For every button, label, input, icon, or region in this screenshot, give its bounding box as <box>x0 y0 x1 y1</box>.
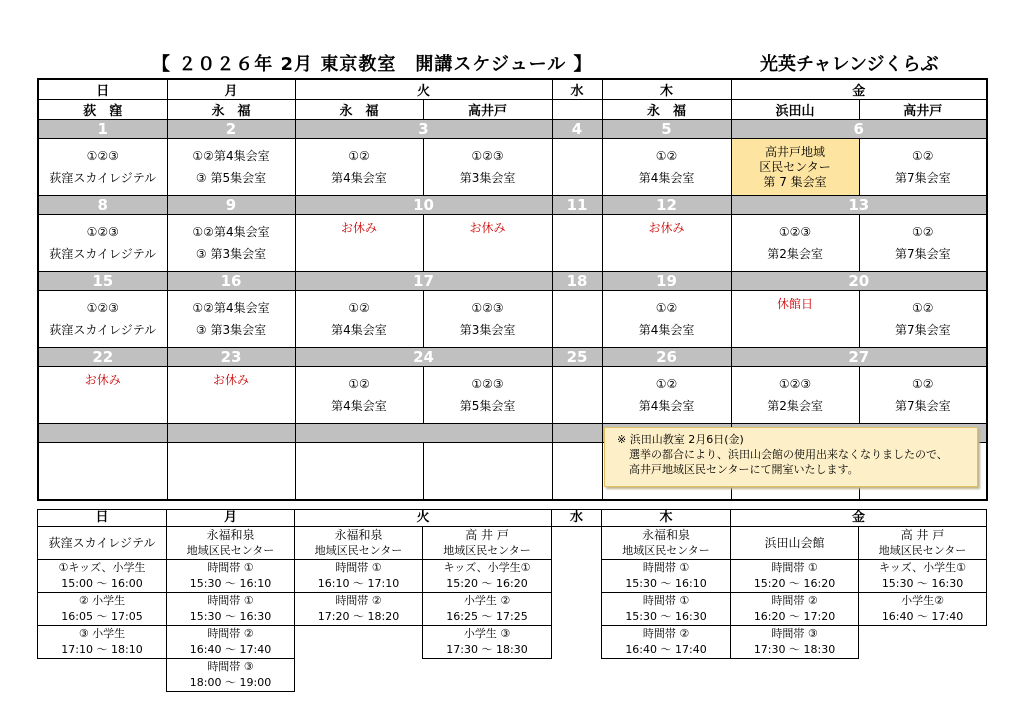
class-cell <box>552 215 602 272</box>
class-cell <box>423 215 552 272</box>
venue-header: 荻 窪 <box>38 100 167 120</box>
date-cell: 15 <box>38 272 167 291</box>
room-label: 荻窪スカイレジテル <box>49 323 157 337</box>
date-cell: 20 <box>731 272 987 291</box>
class-slots: ①② <box>348 377 370 391</box>
empty-cell <box>552 609 602 626</box>
slot-label: 時間帯 ② <box>731 593 859 610</box>
empty-cell <box>731 659 859 676</box>
slot-label: 時間帯 ① <box>602 593 731 610</box>
room-label: 第4集会室 <box>638 399 695 413</box>
class-cell <box>167 367 295 424</box>
class-slots: ①②第4集会室 <box>192 149 270 163</box>
class-cell <box>295 443 423 501</box>
day-header: 月 <box>167 79 295 100</box>
slot-time: 16:20 ～ 17:20 <box>731 609 859 626</box>
room-label: 第7集会室 <box>894 171 951 185</box>
slot-label: 時間帯 ① <box>295 560 423 577</box>
date-cell: 13 <box>731 196 987 215</box>
room-label: 第4集会室 <box>638 323 695 337</box>
slot-label: 時間帯 ① <box>602 560 731 577</box>
class-cell <box>38 367 167 424</box>
organization-name: 光英チャレンジくらぶ <box>760 54 939 75</box>
venue-name: 永福和泉 <box>602 527 731 544</box>
venue-header <box>552 100 602 120</box>
class-slots: ①② <box>348 149 370 163</box>
empty-cell <box>552 527 602 560</box>
empty-cell <box>731 675 859 692</box>
class-cell <box>295 367 423 424</box>
slot-time: 18:00 ～ 19:00 <box>167 675 295 692</box>
slot-time: 17:20 ～ 18:20 <box>295 609 423 626</box>
class-cell <box>859 367 987 424</box>
date-cell: 11 <box>552 196 602 215</box>
empty-cell <box>859 675 987 692</box>
class-cell <box>552 291 602 348</box>
venue-header: 高井戸 <box>423 100 552 120</box>
slot-time: 15:00 ～ 16:00 <box>38 576 167 593</box>
class-cell <box>423 443 552 501</box>
class-slots: ①②③ <box>86 301 119 315</box>
date-cell: 23 <box>167 348 295 367</box>
venue-sub: 地域区民センター <box>423 543 552 560</box>
date-cell: 24 <box>295 348 552 367</box>
date-cell <box>552 424 602 443</box>
class-cell <box>167 139 295 196</box>
venue-name: 浜田山会館 <box>731 527 859 560</box>
venue-sub: 地域区民センター <box>295 543 423 560</box>
venue-sub: 地域区民センター <box>859 543 987 560</box>
slot-time: 15:30 ～ 16:30 <box>859 576 987 593</box>
class-cell <box>423 139 552 196</box>
room-label: 荻窪スカイレジテル <box>49 171 157 185</box>
day-header: 金 <box>731 79 987 100</box>
date-cell: 4 <box>552 120 602 139</box>
slot-label: 小学生② <box>859 593 987 610</box>
class-cell <box>552 367 602 424</box>
date-cell: 27 <box>731 348 987 367</box>
empty-cell <box>552 626 602 643</box>
room-label: 第2集会室 <box>767 399 823 413</box>
room-label: ③ 第3集会室 <box>195 247 267 261</box>
venue-name: 高 井 戸 <box>423 527 552 544</box>
empty-cell <box>859 642 987 659</box>
date-cell: 19 <box>602 272 731 291</box>
empty-cell <box>295 675 423 692</box>
date-cell: 5 <box>602 120 731 139</box>
slot-label: キッズ、小学生① <box>859 560 987 577</box>
class-slots: ①② <box>912 377 934 391</box>
slot-time: 17:30 ～ 18:30 <box>731 642 859 659</box>
slot-time: 16:40 ～ 17:40 <box>859 609 987 626</box>
class-slots: ①② <box>348 301 370 315</box>
slot-label: 小学生 ③ <box>423 626 552 643</box>
venue-sub: 地域区民センター <box>167 543 295 560</box>
empty-cell <box>295 659 423 676</box>
slot-label: 時間帯 ③ <box>167 659 295 676</box>
class-slots: ①② <box>655 377 678 391</box>
closed-label: お休み <box>340 221 377 235</box>
room-label: 第7集会室 <box>894 323 951 337</box>
date-cell: 16 <box>167 272 295 291</box>
slot-time: 17:10 ～ 18:10 <box>38 642 167 659</box>
empty-cell <box>423 675 552 692</box>
date-cell: 25 <box>552 348 602 367</box>
date-cell: 9 <box>167 196 295 215</box>
class-cell <box>295 291 423 348</box>
class-cell <box>295 139 423 196</box>
class-slots: ①② <box>655 301 678 315</box>
slot-time: 16:05 ～ 17:05 <box>38 609 167 626</box>
class-cell <box>423 291 552 348</box>
date-cell: 2 <box>167 120 295 139</box>
slot-time: 16:10 ～ 17:10 <box>295 576 423 593</box>
slot-time: 15:20 ～ 16:20 <box>423 576 552 593</box>
slot-label: 時間帯 ② <box>167 626 295 643</box>
venue-header: 高井戸 <box>859 100 987 120</box>
slot-time: 16:25 ～ 17:25 <box>423 609 552 626</box>
closed-label: 休館日 <box>777 297 814 311</box>
class-cell <box>859 291 987 348</box>
class-cell <box>295 215 423 272</box>
class-cell <box>167 443 295 501</box>
room-label: 第5集会室 <box>459 399 516 413</box>
class-slots: ①②③ <box>778 377 812 391</box>
empty-cell <box>859 659 987 676</box>
notice-box <box>604 427 978 487</box>
class-cell <box>423 367 552 424</box>
slot-label: 時間帯 ② <box>295 593 423 610</box>
date-cell: 8 <box>38 196 167 215</box>
class-cell <box>552 443 602 501</box>
day-header: 火 <box>295 510 552 527</box>
slot-time: 17:30 ～ 18:30 <box>423 642 552 659</box>
day-header: 水 <box>552 510 602 527</box>
venue-name: 荻窪スカイレジテル <box>38 527 167 560</box>
day-header: 月 <box>167 510 295 527</box>
venue-name: 永福和泉 <box>295 527 423 544</box>
venue-header: 永 福 <box>295 100 423 120</box>
room-label: ③ 第5集会室 <box>195 171 267 185</box>
class-cell <box>602 139 731 196</box>
room-label: ③ 第3集会室 <box>195 323 267 337</box>
date-cell: 17 <box>295 272 552 291</box>
empty-cell <box>602 659 731 676</box>
room-label: 第3集会室 <box>459 171 516 185</box>
empty-cell <box>552 576 602 593</box>
date-cell <box>38 424 167 443</box>
class-slots: ①② <box>912 149 934 163</box>
date-cell: 12 <box>602 196 731 215</box>
class-slots: ①②③ <box>471 377 504 391</box>
class-slots: ①② <box>912 225 934 239</box>
class-slots: ①②第4集会室 <box>192 301 270 315</box>
date-cell <box>295 424 552 443</box>
day-header: 日 <box>38 510 167 527</box>
notice-line: 高井戸地域区民センターにて開室いたします。 <box>629 463 859 476</box>
slot-time: 15:30 ～ 16:30 <box>602 609 731 626</box>
empty-cell <box>552 642 602 659</box>
room-label: 第7集会室 <box>894 247 951 261</box>
slot-time: 15:30 ～ 16:30 <box>167 609 295 626</box>
slot-label: 時間帯 ② <box>602 626 731 643</box>
class-cell <box>602 291 731 348</box>
class-cell <box>731 139 859 196</box>
room-label: 荻窪スカイレジテル <box>49 247 157 261</box>
day-header: 日 <box>38 79 167 100</box>
day-header: 木 <box>602 79 731 100</box>
slot-time: 16:40 ～ 17:40 <box>602 642 731 659</box>
class-cell <box>731 367 859 424</box>
class-cell <box>602 367 731 424</box>
date-cell: 3 <box>295 120 552 139</box>
slot-time: 15:30 ～ 16:10 <box>167 576 295 593</box>
class-slots: ①②③ <box>778 225 812 239</box>
day-header: 金 <box>731 510 987 527</box>
room-label: 第3集会室 <box>459 323 516 337</box>
class-cell <box>38 443 167 501</box>
day-header: 木 <box>602 510 731 527</box>
date-cell: 26 <box>602 348 731 367</box>
date-cell: 18 <box>552 272 602 291</box>
class-cell <box>167 215 295 272</box>
empty-cell <box>295 626 423 643</box>
slot-label: ② 小学生 <box>38 593 167 610</box>
closed-label: お休み <box>469 221 506 235</box>
empty-cell <box>552 659 602 676</box>
empty-cell <box>552 593 602 610</box>
empty-cell <box>552 675 602 692</box>
date-cell: 6 <box>731 120 987 139</box>
slot-time: 16:40 ～ 17:40 <box>167 642 295 659</box>
venue-sub: 地域区民センター <box>602 543 731 560</box>
venue-header: 永 福 <box>602 100 731 120</box>
day-header: 水 <box>552 79 602 100</box>
slot-label: 小学生 ② <box>423 593 552 610</box>
notice-line: 選挙の都合により、浜田山会館の使用出来なくなりましたので、 <box>629 448 948 461</box>
empty-cell <box>423 659 552 676</box>
class-slots: ①②③ <box>471 149 504 163</box>
page-title: 【 ２０２６年 2月 東京教室 開講スケジュール 】 <box>152 54 593 75</box>
slot-time: 15:30 ～ 16:10 <box>602 576 731 593</box>
venue-name: 永福和泉 <box>167 527 295 544</box>
empty-cell <box>552 560 602 577</box>
room-label: 第4集会室 <box>638 171 695 185</box>
slot-label: 時間帯 ③ <box>731 626 859 643</box>
class-cell <box>38 139 167 196</box>
date-cell: 1 <box>38 120 167 139</box>
class-cell <box>167 291 295 348</box>
venue-name: 高 井 戸 <box>859 527 987 544</box>
class-slots: ①②③ <box>86 149 119 163</box>
slot-label: 時間帯 ① <box>167 560 295 577</box>
room-label: 第7集会室 <box>894 399 951 413</box>
closed-label: お休み <box>648 221 685 235</box>
class-cell <box>552 139 602 196</box>
class-cell <box>38 291 167 348</box>
room-label: 区民センター <box>759 159 831 174</box>
date-cell <box>167 424 295 443</box>
empty-cell <box>295 642 423 659</box>
slot-time: 15:20 ～ 16:20 <box>731 576 859 593</box>
empty-cell <box>38 675 167 692</box>
class-cell <box>859 139 987 196</box>
class-slots: ①②第4集会室 <box>192 225 270 239</box>
empty-cell <box>38 659 167 676</box>
class-slots: ①②③ <box>86 225 119 239</box>
slot-label: 時間帯 ① <box>167 593 295 610</box>
class-cell <box>602 215 731 272</box>
empty-cell <box>602 675 731 692</box>
class-cell <box>731 215 859 272</box>
closed-label: お休み <box>84 373 121 387</box>
class-cell <box>731 291 859 348</box>
notice-line: ※ 浜田山教室 2月6日(金) <box>617 433 744 446</box>
slot-label: キッズ、小学生① <box>423 560 552 577</box>
room-label: 第2集会室 <box>767 247 823 261</box>
room-label: 第4集会室 <box>331 399 387 413</box>
class-slots: ①② <box>655 149 678 163</box>
date-cell: 10 <box>295 196 552 215</box>
class-cell <box>859 215 987 272</box>
day-header: 火 <box>295 79 552 100</box>
slot-label: ③ 小学生 <box>38 626 167 643</box>
class-slots: ①② <box>912 301 934 315</box>
closed-label: お休み <box>212 373 249 387</box>
class-cell <box>38 215 167 272</box>
slot-label: ①キッズ、小学生 <box>38 560 167 577</box>
venue-header: 浜田山 <box>731 100 859 120</box>
slot-label: 時間帯 ① <box>731 560 859 577</box>
room-label: 第4集会室 <box>331 171 387 185</box>
room-label: 第 7 集会室 <box>763 174 827 189</box>
venue-header: 永 福 <box>167 100 295 120</box>
date-cell: 22 <box>38 348 167 367</box>
time-table <box>37 509 987 692</box>
class-slots: ①②③ <box>471 301 504 315</box>
room-label: 高井戸地域 <box>765 144 826 159</box>
room-label: 第4集会室 <box>331 323 387 337</box>
empty-cell <box>859 626 987 643</box>
